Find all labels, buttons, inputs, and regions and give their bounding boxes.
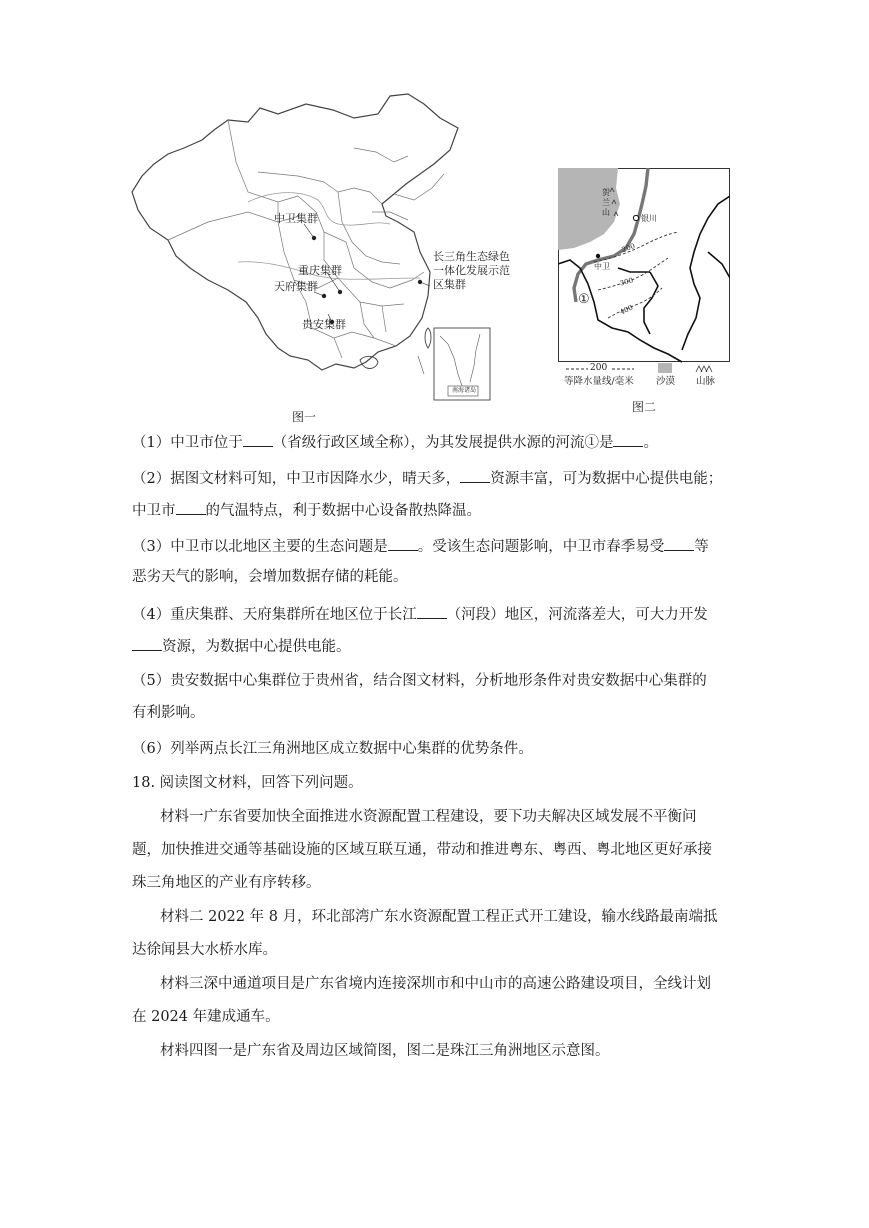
answer-blank[interactable] <box>613 431 643 447</box>
label-chongqing-cluster: 重庆集群 <box>298 264 342 277</box>
answer-blank[interactable] <box>460 467 490 483</box>
material-2-line-2: 达徐闻县大水桥水库。 <box>132 942 277 958</box>
answer-blank[interactable] <box>417 603 447 619</box>
question-2-line-1: （2）据图文材料可知，中卫市因降水少，晴天多， 资源丰富，可为数据中心提供电能； <box>132 467 722 489</box>
figure-2-caption: 图二 <box>632 400 657 414</box>
legend-desert-swatch <box>658 363 672 373</box>
label-river-1: ① <box>578 292 590 307</box>
answer-blank[interactable] <box>388 535 418 551</box>
question-18-title: 18. 阅读图文材料，回答下列问题。 <box>132 775 363 791</box>
label-iso-300: 300 <box>619 276 635 288</box>
taiwan-island <box>425 328 431 348</box>
question-3-line-1: （3）中卫市以北地区主要的生态问题是 。受该生态问题影响，中卫市春季易受 等 <box>132 535 709 557</box>
question-1: （1）中卫市位于 （省级行政区域全称），为其发展提供水源的河流①是 。 <box>132 431 658 453</box>
label-iso-200: 200 <box>620 241 637 255</box>
question-4-line-2: 资源，为数据中心提供电能。 <box>132 635 351 657</box>
question-6: （6）列举两点长江三角洲地区成立数据中心集群的优势条件。 <box>132 741 533 757</box>
label-zhongwei: 中卫 <box>594 262 610 271</box>
legend-isohyet-label: 等降水量线/毫米 <box>564 376 634 387</box>
question-5-line-1: （5）贵安数据中心集群位于贵州省，结合图文材料，分析地形条件对贵安数据中心集群的 <box>132 673 707 689</box>
figure-1 <box>128 92 510 402</box>
material-1-line-2: 题，加快推进交通等基础设施的区域互联互通，带动和推进粤东、粤西、粤北地区更好承接 <box>132 842 712 858</box>
label-zhongwei-cluster: 中卫集群 <box>274 212 318 225</box>
answer-blank[interactable] <box>243 431 273 447</box>
zhongwei-point <box>596 254 600 258</box>
legend-mountain-label: 山脉 <box>696 376 716 387</box>
material-1-line-3: 珠三角地区的产业有序转移。 <box>132 875 321 891</box>
material-1-line-1: 材料一广东省要加快全面推进水资源配置工程建设，要下功夫解决区域发展不平衡问 <box>160 809 697 825</box>
label-inset: 南海诸岛 <box>452 387 477 394</box>
legend-desert-label: 沙漠 <box>656 376 676 387</box>
label-yinchuan: 银川 <box>641 214 657 223</box>
legend-isohyet-value: 200 <box>590 363 608 373</box>
answer-blank[interactable] <box>132 635 162 651</box>
label-guian-cluster: 贵安集群 <box>302 318 346 331</box>
label-helan: 贺兰山 <box>602 188 610 217</box>
hainan-island <box>360 356 378 368</box>
label-tianfu-cluster: 天府集群 <box>274 280 318 293</box>
zhongwei-map <box>558 168 730 390</box>
label-yangtze-cluster-2: 一体化发展示范 <box>433 264 510 277</box>
china-map <box>128 92 493 402</box>
label-iso-400: 400 <box>618 303 635 317</box>
china-outline <box>132 94 458 370</box>
material-4: 材料四图一是广东省及周边区域简图，图二是珠江三角洲地区示意图。 <box>160 1043 610 1059</box>
material-3-line-2: 在 2024 年建成通车。 <box>132 1009 280 1025</box>
question-5-line-2: 有利影响。 <box>132 705 205 721</box>
material-3-line-1: 材料三深中通道项目是广东省境内连接深圳市和中山市的高速公路建设项目，全线计划 <box>160 976 711 992</box>
yinchuan-point <box>633 215 638 220</box>
figure-2 <box>558 168 730 390</box>
question-4-line-1: （4）重庆集群、天府集群所在地区位于长江 （河段）地区，河流落差大，可大力开发 <box>132 603 708 625</box>
material-2-line-1: 材料二 2022 年 8 月，环北部湾广东水资源配置工程正式开工建设，输水线路最南端抵 <box>160 909 718 925</box>
question-3-line-2: 恶劣天气的影响，会增加数据存储的耗能。 <box>132 569 408 585</box>
question-2-line-2: 中卫市 的气温特点，利于数据中心设备散热降温。 <box>132 499 481 521</box>
answer-blank[interactable] <box>176 499 206 515</box>
answer-blank[interactable] <box>664 535 694 551</box>
label-yangtze-cluster-1: 长三角生态绿色 <box>433 250 510 263</box>
label-yangtze-cluster-3: 区集群 <box>433 278 466 291</box>
legend-mountain-symbol <box>696 366 712 372</box>
figure-1-caption: 图一 <box>292 410 317 424</box>
